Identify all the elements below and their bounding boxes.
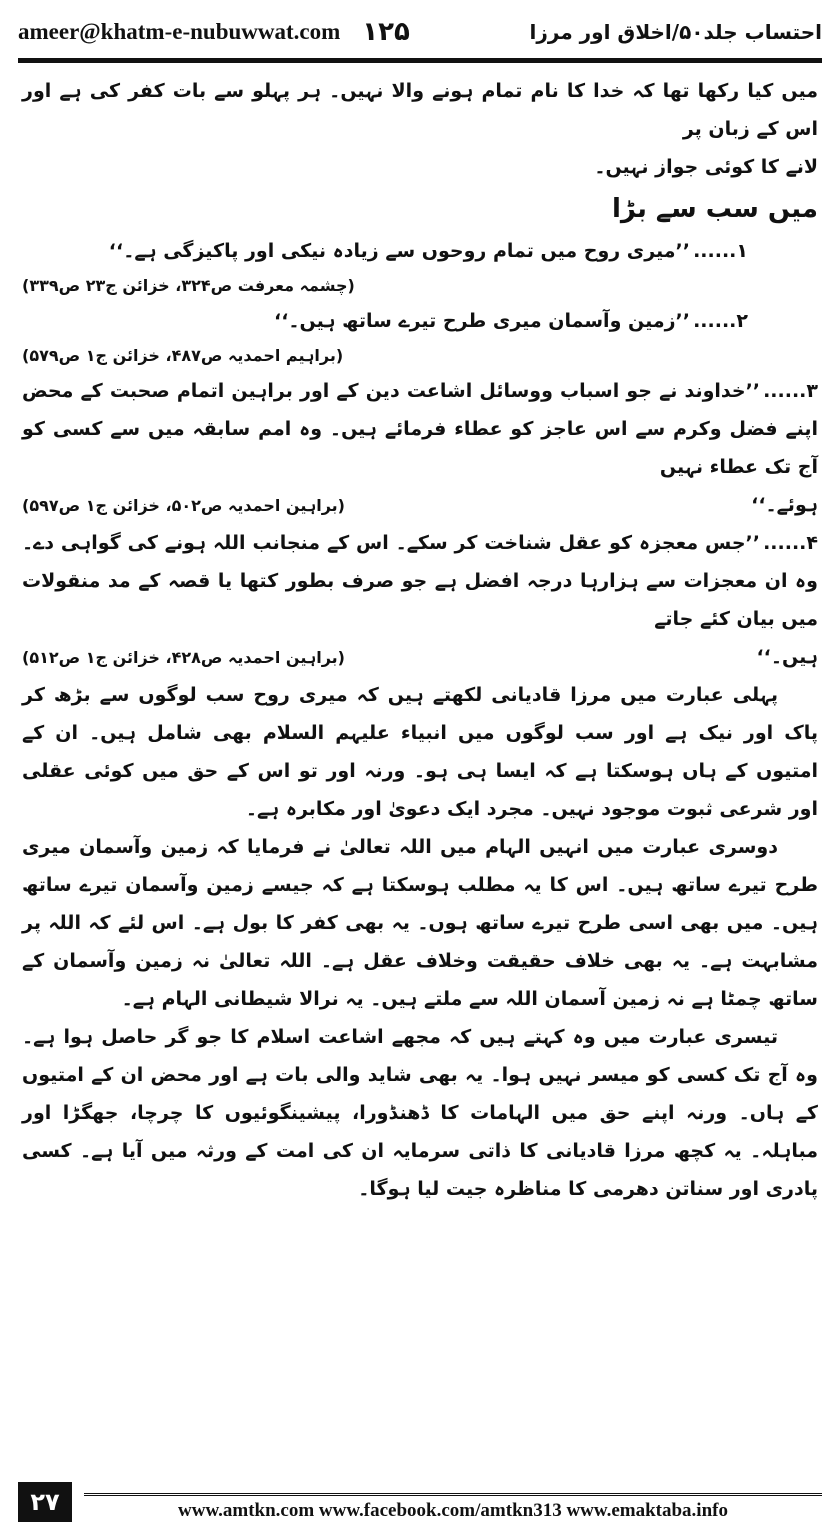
- quote-3-text: ’’خداوند نے جو اسباب ووسائل اشاعت دین کے اور براہین اتمام صحبت کے محض اپنے فضل وکرم سے اس عاجز کو عطاء فرمائے ہیں۔ وہ امم سابقہ میں سے کسی کو آج تک عطاء نہیں: [22, 380, 818, 478]
- header-email[interactable]: ameer@khatm-e-nubuwwat.com: [18, 19, 341, 44]
- quote-3: [22, 372, 818, 486]
- quote-1: [22, 232, 818, 270]
- section-heading: میں سب سے بڑا: [611, 194, 818, 224]
- quote-4-number: ۴......: [763, 532, 818, 554]
- quote-2-ref: (براہیم احمدیہ ص۴۸۷، خزائن ج۱ ص۵۷۹): [22, 346, 344, 365]
- quote-2-number: ۲......: [693, 310, 748, 332]
- page-header: [18, 12, 822, 52]
- header-left: [18, 17, 410, 47]
- page-body: [22, 72, 818, 1460]
- paragraph-1: پہلی عبارت میں مرزا قادیانی لکھتے ہیں کہ میری روح سب لوگوں سے بڑھ کر پاک اور نیک ہے اور سب لوگوں میں انبیاء علیہم السلام بھی شامل ہیں۔ ان کے امتیوں کے ہاں ہوسکتا ہے کہ ایسا ہی ہو۔ ورنہ اور تو اس کے حق میں کوئی عقلی اور شرعی ثبوت موجود نہیں۔ مجرد ایک دعویٰ اور مکابرہ ہے۔: [22, 684, 818, 820]
- quote-3-ref: (براہین احمدیہ ص۵۰۲، خزائن ج۱ ص۵۹۷): [22, 496, 345, 515]
- quote-4-text: ’’جس معجزہ کو عقل شناخت کر سکے۔ اس کے منجانب اللہ ہونے کی گواہی دے۔ وہ ان معجزات سے ہزارہا درجہ افضل ہے جو صرف بطور کتھا یا قصہ کے مد منقولات میں بیان کئے جاتے: [22, 532, 818, 630]
- page-footer: [18, 1480, 822, 1522]
- header-page-number: ۱۲۵: [362, 17, 410, 47]
- quote-2-text: ’’زمین وآسمان میری طرح تیرے ساتھ ہیں۔‘‘: [273, 310, 690, 332]
- quote-3-tail-line: [22, 486, 818, 524]
- quote-3-number: ۳......: [763, 380, 818, 402]
- header-rule: [18, 58, 822, 63]
- quote-4-tail-line: [22, 638, 818, 676]
- quote-3-tail: ہوئے۔‘‘: [751, 494, 818, 516]
- paragraph-3: تیسری عبارت میں وہ کہتے ہیں کہ مجھے اشاعت اسلام کا جو گر حاصل ہوا ہے۔ وہ آج تک کسی کو میسر نہیں ہوا۔ یہ بھی شاید والی بات ہے اور محض ان کے امتیوں کے ہاں۔ ورنہ اپنے حق میں الہامات کا ڈھنڈورا، پیشینگوئیوں کا چرچا، جھگڑا اور مباہلہ۔ یہ کچھ مرزا قادیانی کا ذاتی سرمایہ ان کی امت کے ورثہ میں آیا ہے۔ کسی پادری اور سناتن دھرمی کا مناظرہ جیت لیا ہوگا۔: [22, 1026, 818, 1200]
- quote-1-ref: (چشمہ معرفت ص۳۲۴، خزائن ج۲۳ ص۳۳۹): [22, 276, 355, 295]
- quote-4: [22, 524, 818, 638]
- footer-links[interactable]: www.amtkn.com www.facebook.com/amtkn313 www.emaktaba.info: [84, 1493, 822, 1522]
- paragraph-2: دوسری عبارت میں انہیں الہام میں اللہ تعالیٰ نے فرمایا کہ زمین وآسمان میری طرح تیرے ساتھ ہیں۔ اس کا یہ مطلب ہوسکتا ہے کہ جیسے زمین وآسمان تیرے ساتھ ہیں۔ میں بھی اسی طرح تیرے ساتھ ہوں۔ یہ بھی کفر کا بول ہے۔ اس لئے کہ اللہ پر مشابہت ہے۔ یہ بھی خلاف حقیقت وخلاف عقل ہے۔ اللہ تعالیٰ نہ زمین وآسمان کے ساتھ چمٹا ہے نہ زمین آسمان اللہ سے ملتے ہیں۔ یہ نرالا شیطانی الہام ہے۔: [22, 836, 818, 1010]
- quote-1-text: ’’میری روح میں تمام روحوں سے زیادہ نیکی اور پاکیزگی ہے۔‘‘: [108, 240, 690, 262]
- intro-line-2: لانے کا کوئی جواز نہیں۔: [594, 156, 818, 178]
- quote-4-ref: (براہین احمدیہ ص۴۲۸، خزائن ج۱ ص۵۱۲): [22, 648, 345, 667]
- header-book-title: احتساب جلد۵۰/اخلاق اور مرزا: [529, 20, 822, 44]
- quote-2: [22, 302, 818, 340]
- footer-page-number: ۲۷: [18, 1482, 72, 1522]
- quote-1-number: ۱......: [693, 240, 748, 262]
- intro-line-1: میں کیا رکھا تھا کہ خدا کا نام تمام ہونے والا نہیں۔ ہر پہلو سے بات کفر کی ہے اور اس کے زبان پر: [22, 80, 818, 140]
- quote-4-tail: ہیں۔‘‘: [756, 646, 818, 668]
